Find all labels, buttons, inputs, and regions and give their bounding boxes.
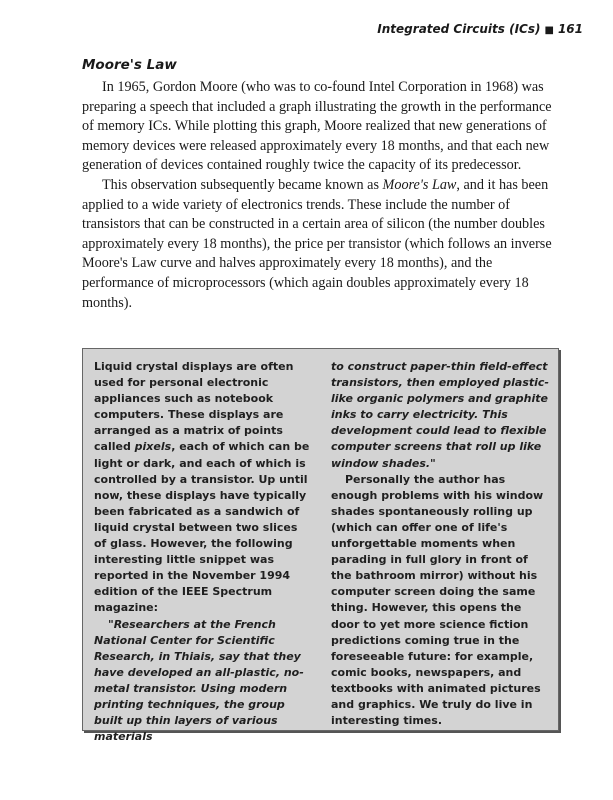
paragraph-1: In 1965, Gordon Moore (who was to co-found Intel Corporation in 1968) was preparing a speech that included a graph illustrating the growth in the performance of memory ICs. While plotting this graph, Moore realized that new generations of memory devices were released approximately every 18 months, and that each new generation of devices contained roughly twice the capacity of its predecessor.: [82, 79, 552, 174]
page-number: 161: [557, 22, 583, 36]
moores-law-term: Moore's Law: [382, 176, 457, 193]
sidebar-paragraph-1: [94, 359, 313, 617]
sidebar-column-left: [94, 359, 313, 744]
sidebar-p1-lead: Liquid crystal displays are often used for personal electronic appliances such as notebook computers. These displays are arranged as a matrix of points called: [94, 360, 294, 454]
sidebar-quote-part-1: "Researchers at the French National Center for Scientific Research, in Thiais, say that they have developed an all-plastic, no-metal transistor. Using modern printing techniques, the group built up thin layers of various materials: [94, 617, 304, 744]
running-head-title: Integrated Circuits (ICs): [377, 22, 541, 36]
section-heading: Moore's Law: [82, 57, 177, 73]
sidebar-column-right: [331, 359, 550, 728]
running-head: [377, 22, 583, 36]
sidebar-p1-rest: , each of which can be light or dark, and each of which is controlled by a transistor. Up until now, these displays have typically been fabricated as a sandwich of liquid crystal between two slices of glass. However, the following interesting little snippet was reported in the November 1994 edition of the IEEE Spectrum magazine:: [94, 440, 310, 615]
sidebar-box: [82, 348, 559, 744]
sidebar-paragraph-2: Personally the author has enough problems with his window shades spontaneously rolling up (which can offer one of life's unforgettable moments when parading in full glory in front of the bathroom mirror) without his computer screen doing the same thing. However, this opens the door to yet more science fiction predictions coming true in the foreseeable future: for example, comic books, newspapers, and textbooks with animated pictures and graphics. We truly do live in interesting times.: [331, 472, 544, 728]
paragraph-2-lead: This observation subsequently became known as: [102, 176, 383, 193]
paragraph-2-rest: , and it has been applied to a wide variety of electronics trends. These include the number of transistors that can be constructed in a certain area of silicon (the number doubles approximately every 18 months), the price per transistor (which follows an inverse Moore's Law curve and halves approximately every 18 months), and the performance of microprocessors (which again doubles approximately every 18 months).: [82, 176, 552, 311]
sidebar-quote-part-2: to construct paper-thin field-effect transistors, then employed plastic-like organic polymers and graphite inks to carry electricity. This development could lead to flexible computer screens that roll up like window shades.": [331, 360, 549, 470]
square-bullet-icon: ■: [544, 25, 554, 36]
paragraph-2: [82, 176, 560, 313]
pixels-term: pixels: [134, 440, 172, 454]
body-text: [82, 78, 560, 313]
